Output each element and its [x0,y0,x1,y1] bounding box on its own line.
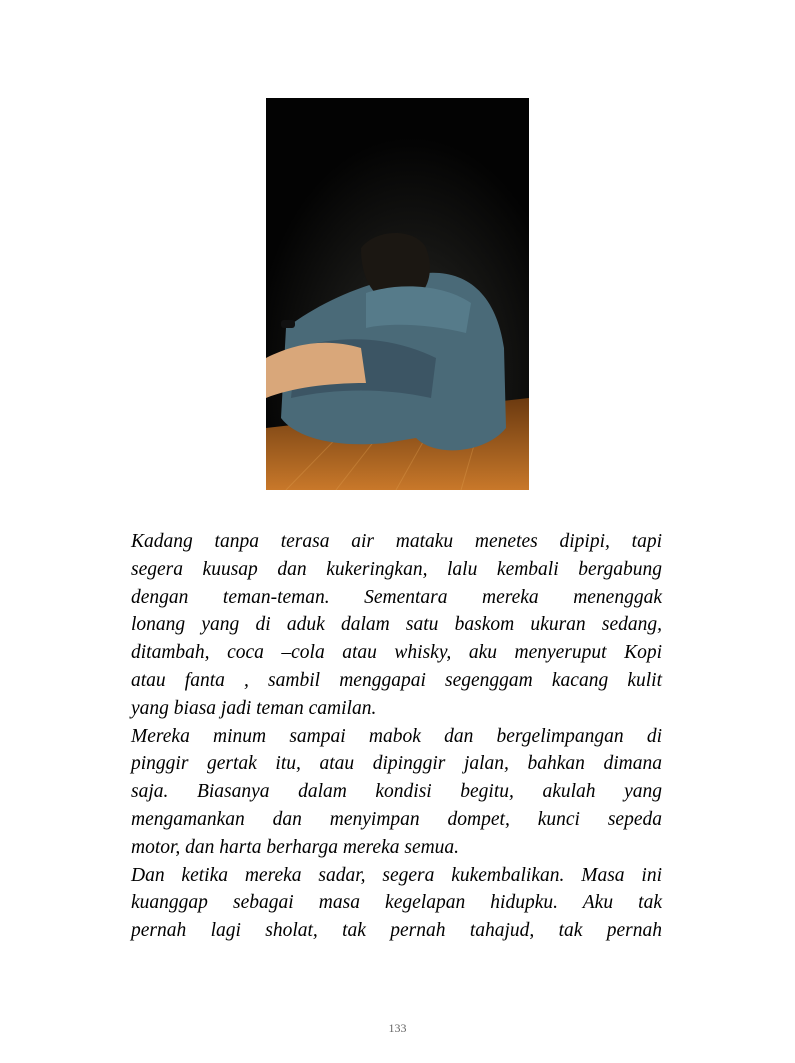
text-line-13: Dan ketika mereka sadar, segera kukembalikan. Masa ini [131,864,662,886]
text-line-4: lonang yang di aduk dalam satu baskom ukuran sedang, [131,614,662,636]
text-line-7: yang biasa jadi teman camilan. [131,697,377,719]
sad-man-photo [266,98,529,490]
text-line-9: pinggir gertak itu, atau dipinggir jalan, bahkan dimana [131,753,662,775]
text-line-1: Kadang tanpa terasa air mataku menetes dipipi, tapi [131,531,662,552]
page-number: 133 [388,1021,407,1035]
text-line-5: ditambah, coca –cola atau whisky, aku menyeruput Kopi [131,642,662,664]
text-line-6: atau fanta , sambil menggapai segenggam kacang kulit [131,669,662,691]
body-text [131,528,662,945]
text-line-12: motor, dan harta berharga mereka semua. [131,836,460,858]
text-line-2: segera kuusap dan kukeringkan, lalu kembali bergabung [131,558,662,580]
text-line-10: saja. Biasanya dalam kondisi begitu, akulah yang [131,781,662,803]
text-line-15: pernah lagi sholat, tak pernah tahajud, tak pernah [131,920,662,942]
sad-man-sitting-image [266,98,529,490]
text-line-14: kuanggap sebagai masa kegelapan hidupku. Aku tak [131,892,662,914]
text-line-11: mengamankan dan menyimpan dompet, kunci sepeda [131,808,662,830]
text-line-3: dengan teman-teman. Sementara mereka menenggak [131,586,662,608]
text-line-8: Mereka minum sampai mabok dan bergelimpangan di [131,725,662,747]
